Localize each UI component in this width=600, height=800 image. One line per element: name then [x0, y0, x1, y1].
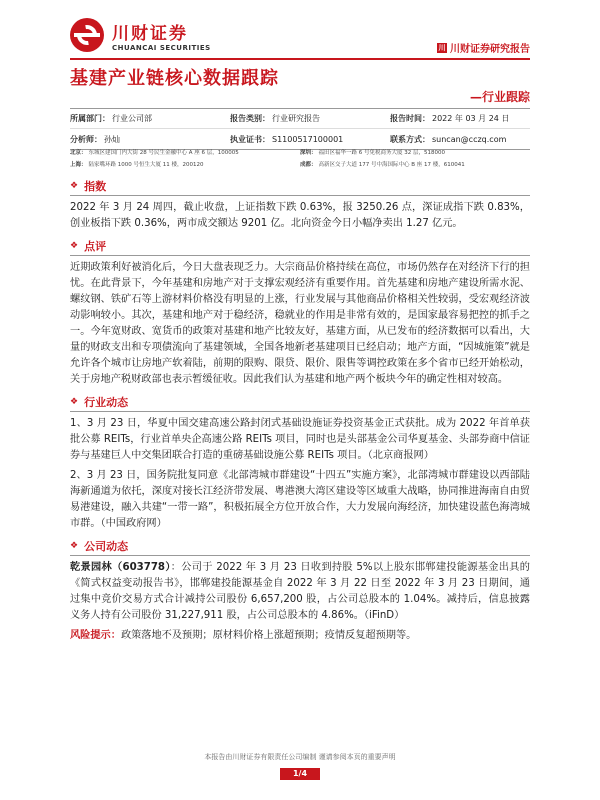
- meta-dept: 所属部门： 行业公司部: [70, 114, 152, 123]
- section-index: ❖ 指数: [70, 176, 530, 196]
- contact-email[interactable]: suncan@cczq.com: [432, 134, 507, 144]
- page-header: [0, 0, 600, 62]
- index-paragraph: 2022 年 3 月 24 周四，截止收盘，上证指数下跌 0.63%，报 3250.26 点，深证成指下跌 0.83%，创业板指下跌 0.36%，两市成交额达 9201 亿。北向资金今日小幅净卖出 1.27 亿元。: [70, 202, 530, 229]
- diamond-icon: ❖: [70, 396, 79, 407]
- industry-item-1: 1、3 月 23 日，华夏中国交建高速公路封闭式基础设施证券投资基金正式获批。成为 2022 年首单获批公募 REITs，行业首单央企高速公路 REITs 项目，同时也是头部基金公司华夏基金、头部券商中信证券与基建巨人中交集团联合打造的重磅基础设施公募 REITs 项目。（北京商报网）: [70, 418, 530, 461]
- section-industry: ❖ 行业动态: [70, 392, 530, 412]
- meta-cert: 执业证书： S1100517100001: [230, 134, 344, 144]
- meta-analyst: 分析师： 孙灿: [70, 134, 120, 144]
- company-name-cn: 川财证券: [112, 23, 188, 44]
- report-title: 基建产业链核心数据跟踪: [70, 68, 279, 89]
- brand-badge-icon: 川: [438, 43, 446, 52]
- report-subtitle: —行业跟踪: [469, 90, 530, 104]
- report-body: [70, 176, 530, 644]
- office-addresses: [70, 146, 530, 170]
- report-meta: [70, 108, 530, 150]
- address-beijing: 北京： 东城区建国门内大街 28 号民生金融中心 A 座 6 层，100005: [70, 150, 239, 156]
- meta-contact: 联系方式： suncan@cczq.com: [390, 134, 507, 144]
- brand-label: 川财证券研究报告: [450, 44, 530, 55]
- diamond-icon: ❖: [70, 540, 79, 551]
- section-comment: ❖ 点评: [70, 236, 530, 256]
- industry-item-2: 2、3 月 23 日，国务院批复同意《北部湾城市群建设“十四五”实施方案》，北部湾城市群建设以西部陆海新通道为依托，深度对接长江经济带发展、粤港澳大湾区建设等区域重大战略，协同推进海南自由贸易港建设，融入共建“一带一路”，积极拓展全方位开放合作，大力发展向海经济，加快建设蓝色海湾城市群。（中国政府网）: [70, 470, 530, 529]
- address-shenzhen: 深圳： 福田区福华一路 6 号免税商务大厦 32 层，518000: [300, 150, 446, 156]
- company-name-en: CHUANCAI SECURITIES: [112, 43, 211, 52]
- page-number: 1/4: [280, 768, 320, 780]
- header-divider: [70, 58, 530, 60]
- report-brand: [437, 40, 530, 55]
- diamond-icon: ❖: [70, 180, 79, 191]
- company-logo: [70, 18, 211, 52]
- section-company: ❖ 公司动态: [70, 536, 530, 556]
- risk-warning: 风险提示：政策落地不及预期；原材料价格上涨超预期；疫情反复超预期等。: [70, 630, 417, 641]
- meta-type: 报告类别： 行业研究报告: [230, 114, 320, 123]
- footer-disclaimer: 本报告由川财证券有限责任公司编制 谨请参阅本页的重要声明: [204, 753, 396, 761]
- company-paragraph: 乾景园林（603778）：公司于 2022 年 3 月 23 日收到持股 5%以上股东邯郸建投能源基金出具的《简式权益变动报告书》，邯郸建投能源基金自 2022 年 3 月 22 日至 2022 年 3 月 23 日期间，通过集中竞价交易方式合计减持公司股份 6,657,200 股，占公司总股本的 1.04%。减持后，信息披露义务人持有公司股份 31,227,911 股，占公司总股本的 4.86%。（iFinD）: [70, 562, 530, 621]
- address-shanghai: 上海： 陆家嘴环路 1000 号恒生大厦 11 楼，200120: [70, 162, 204, 168]
- meta-time: 报告时间： 2022 年 03 月 24 日: [390, 114, 510, 123]
- diamond-icon: ❖: [70, 240, 79, 251]
- logo-icon: [70, 18, 104, 52]
- comment-paragraph: 近期政策利好被消化后，今日大盘表现乏力。大宗商品价格持续在高位，市场仍然存在对经济下行的担忧。在此背景下，今年基建和房地产对于支撑宏观经济有重要作用。首先基建和房地产建设所需水泥、螺纹钢、铁矿石等上游材料价格没有明显的上涨，行业发展与其他商品价格相关性较弱，受宏观经济波动影响较小。其次，基建和地产对于稳经济，稳就业的作用是非常有效的，是国家最容易把控的抓手之一。今年宽财政、宽货币的政策对基建和地产比较友好，基建方面，从已发布的经济数据可以看出，大量的财政支出和专项债流向了基建领域，全国各地新老基建项目已经启动；地产方面，“因城施策”就是允许各个城市让房地产软着陆，前期的限购、限贷、限价、限售等调控政策在多个省市已经开始松动，关于房地产税财政部也表示暂缓征收。因此我们认为基建和地产两个板块今年的确定性相对较高。: [70, 262, 530, 385]
- address-chengdu: 成都： 高新区交子大道 177 号中海国际中心 B 座 17 楼，610041: [300, 162, 465, 168]
- company-name: 乾景园林（603778）: [70, 562, 171, 573]
